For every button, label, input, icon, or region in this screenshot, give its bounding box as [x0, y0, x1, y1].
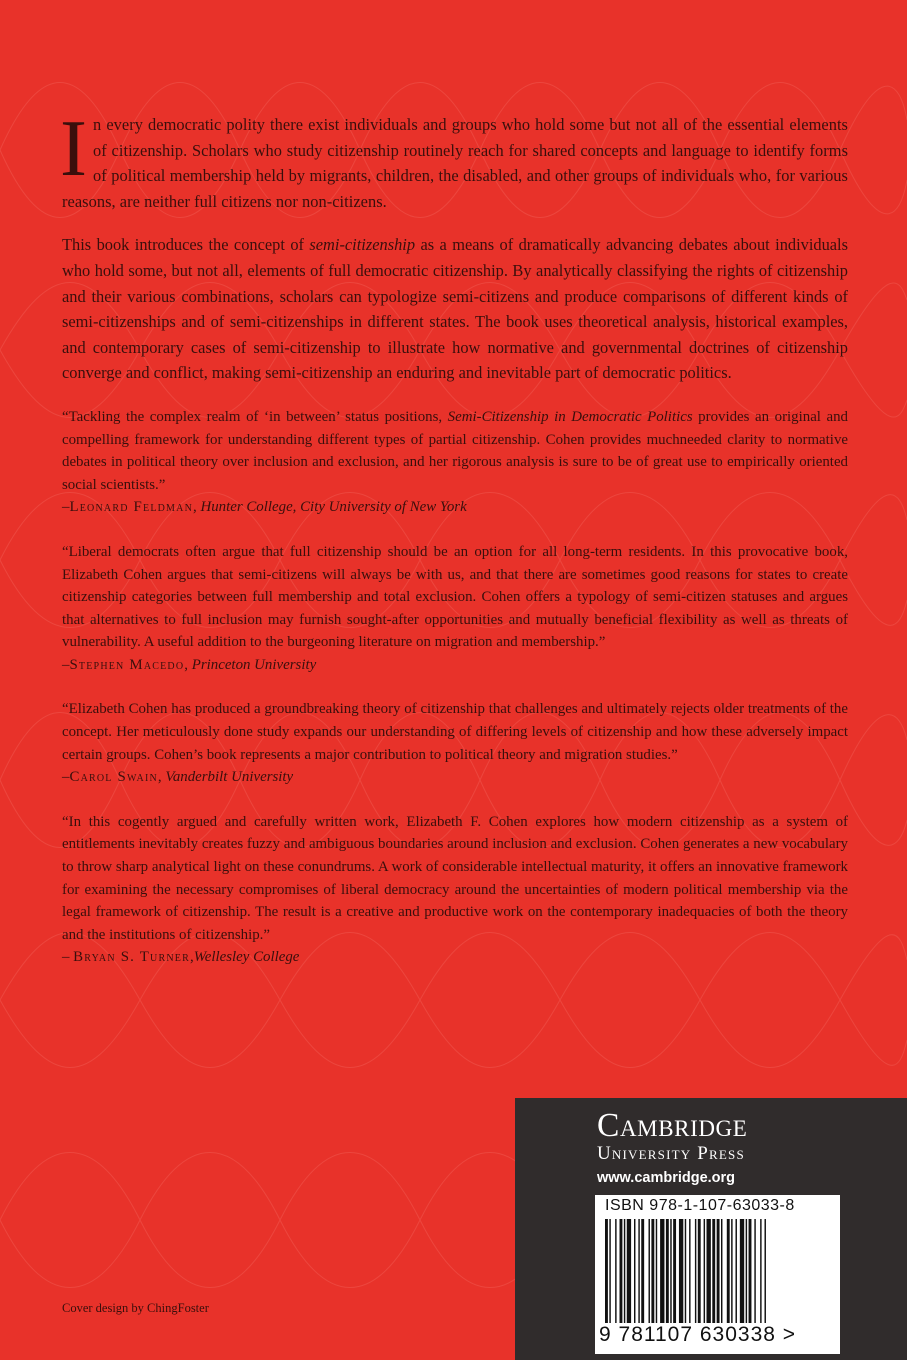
attribution-affiliation: Princeton University [191, 656, 317, 673]
blurb-text-start: “In this cogently argued and carefully written work, Elizabeth F. Cohen explores how modern citizenship as a system of entitlements inevitably creates fuzzy and ambiguous boundaries around inclusion and exclusion. Cohen generates a new vocabulary to throw sharp analytical light on these conundrums. A work of considerable intellectual maturity, it offers an innovative framework for examining the necessary compromises of liberal democracy around the uncertainties of modern political membership via the legal framework of citizenship. The result is a creative and productive work on the contemporary inadequacies of both the theory and the institutions of citizenship.” [62, 813, 848, 943]
blurb-text-start: “Elizabeth Cohen has produced a groundbreaking theory of citizenship that challenges and ultimately rejects older treatments of the concept. Her meticulously done study expands our understanding of differing levels of citizenship and how these adversely impact certain groups. Cohen’s book represents a major contribution to political theory and migration studies.” [62, 701, 848, 763]
publisher-url: www.cambridge.org [597, 1170, 736, 1186]
barcode-icon [603, 1219, 832, 1323]
attribution-dash: – [62, 499, 70, 516]
blurb-attribution: –Leonard Feldman, Hunter College, City University of New York [62, 499, 467, 516]
cover-design-credit: Cover design by ChingFoster [62, 1301, 209, 1315]
attribution-affiliation: Vanderbilt University [165, 769, 294, 786]
attribution-name: Bryan S. Turner [73, 949, 190, 966]
attribution-affiliation: Hunter College, City University of New York [200, 499, 467, 516]
blurb-attribution: –Stephen Macedo, Princeton University [62, 656, 317, 673]
intro-paragraph [60, 103, 848, 214]
blurb-text-start: “Liberal democrats often argue that full citizenship should be an option for all long-term residents. In this provocative book, Elizabeth Cohen argues that semi-citizens will always be with us, and that there are sometimes good reasons for states to create citizenship categories between full membership and total exclusion. Cohen offers a typology of semi-citizen statuses and argues that alternatives to full inclusion may furnish sought-after opportunities and mutually beneficial flexibility as well as threats of vulnerability. A useful addition to the burgeoning literature on migration and membership.” [62, 543, 848, 651]
publisher-name: Cambridge [597, 1107, 748, 1144]
intro-text: n every democratic polity there exist individuals and groups who hold some but not all of the essential elements of citizenship. Scholars who study citizenship routinely reach for shared concepts and language to identify forms of political membership held by migrants, children, the disabled, and other groups of individuals who, for various reasons, are neither full citizens nor non-citizens. [62, 115, 848, 211]
description-text-start: This book introduces the concept of [62, 235, 310, 255]
isbn-label: ISBN 978-1-107-63033-8 [605, 1197, 795, 1214]
blurb-attribution: – Bryan S. Turner,Wellesley College [62, 949, 300, 966]
description-emphasis: semi-citizenship [309, 235, 416, 255]
back-cover-text [60, 103, 848, 969]
barcode-block [595, 1195, 840, 1354]
blurb-swain [62, 698, 848, 788]
blurb-text [62, 811, 848, 947]
blurb-feldman [62, 406, 848, 519]
drop-cap: I [60, 103, 88, 193]
description-paragraph [62, 232, 848, 386]
blurb-text [62, 698, 848, 766]
blurb-macedo [62, 541, 848, 677]
barcode-digits: 9 781107 630338 > [599, 1323, 797, 1346]
blurb-text [62, 541, 848, 654]
attribution-affiliation: Wellesley College [193, 949, 300, 966]
publisher-subtitle: University Press [597, 1143, 745, 1164]
attribution-dash: – [62, 769, 70, 786]
blurb-emphasis: Semi-Citizenship in Democratic Politics [447, 408, 693, 425]
publisher-logo [597, 1108, 837, 1187]
blurb-text [62, 406, 848, 496]
publisher-panel [515, 1098, 907, 1360]
description-text-end: as a means of dramatically advancing debates about individuals who hold some, but not all, elements of full democratic citizenship. By analytically classifying the rights of citizenship and their various combinations, scholars can typologize semi-citizens and produce comparisons of different kinds of semi-citizenships and of semi-citizenships in different states. The book uses theoretical analysis, historical examples, and contemporary cases of semi-citizenship to illustrate how normative and governmental doctrines of citizenship converge and conflict, making semi-citizenship an enduring and inevitable part of democratic politics. [62, 235, 848, 383]
attribution-name: Carol Swain [69, 769, 158, 786]
blurb-text-start: “Tackling the complex realm of ‘in between’ status positions, [62, 408, 448, 425]
attribution-name: Leonard Feldman [69, 499, 193, 516]
attribution-dash: – [62, 949, 74, 966]
blurb-attribution: –Carol Swain, Vanderbilt University [62, 769, 294, 786]
attribution-dash: – [62, 656, 70, 673]
attribution-name: Stephen Macedo [69, 656, 185, 673]
blurb-text-end: provides an original and compelling framework for understanding different types of partial citizenship. Cohen provides muchneeded clarity to normative debates in political theory over inclusion and exclusion, and her rigorous analysis is sure to be of great use to empirically oriented social scientists.” [62, 408, 848, 493]
blurb-turner [62, 811, 848, 969]
